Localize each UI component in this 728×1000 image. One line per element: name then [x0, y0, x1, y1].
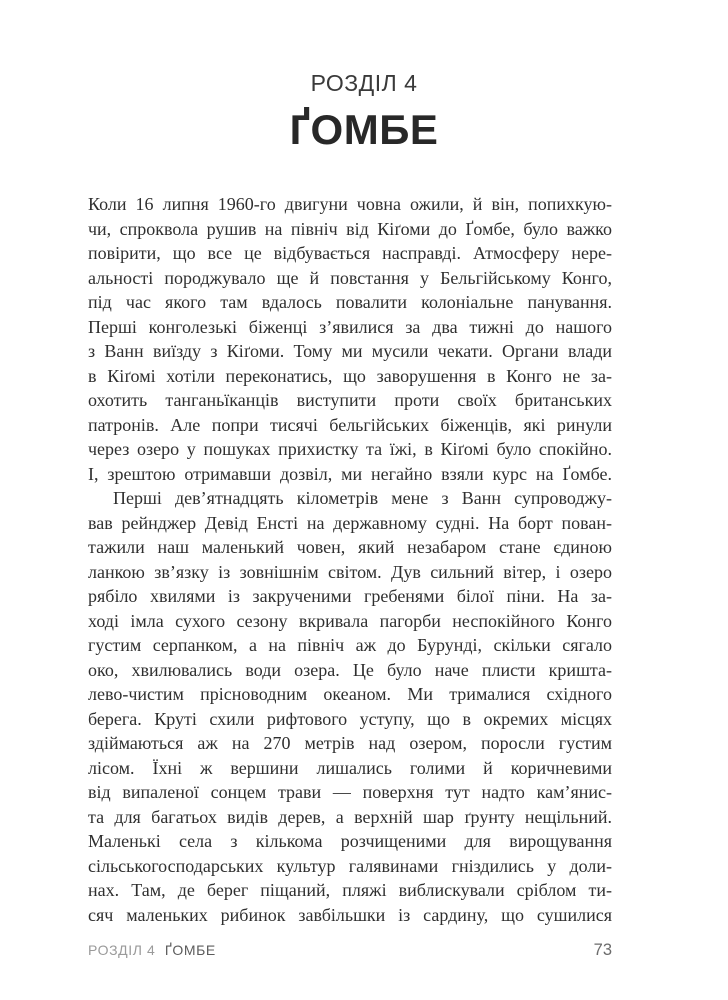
text-line: сільськогосподарських культур галявинами гніздились у доли- — [88, 855, 612, 876]
chapter-heading — [0, 70, 728, 154]
text-line: ланкою зв’язку із зовнішнім світом. Дув сильний вітер, і озеро — [88, 561, 612, 582]
paragraph — [88, 486, 612, 927]
paragraph — [88, 192, 612, 486]
running-head — [88, 942, 216, 958]
text-line: сяч маленьких рибинок завбільшки із сардину, що сушилися — [88, 904, 612, 925]
text-line: тажили наш маленький човен, який незабаром стане єдиною — [88, 537, 612, 557]
chapter-number-label: РОЗДІЛ 4 — [310, 70, 418, 96]
text-line: здіймаються аж на 270 метрів над озером, поросли густим — [88, 733, 612, 753]
text-line: та для багатьох видів дерев, а верхній шар ґрунту нещільний. — [88, 806, 612, 827]
running-head-chapter: РОЗДІЛ 4 — [88, 942, 156, 958]
text-line: густим серпанком, а на північ аж до Бурунді, скільки сягало — [88, 635, 612, 655]
text-line: берега. Круті схили рифтового уступу, що в окремих місцях — [88, 708, 612, 729]
text-line: Перші дев’ятнадцять кілометрів мене з Ванн супроводжу- — [113, 488, 612, 508]
text-line: в Кіґомі хотіли переконатись, що заворушення в Конго не за- — [88, 365, 612, 386]
text-line: око, хвилювались води озера. Це було наче плисти кришта- — [88, 659, 612, 680]
text-line: повірити, що все це відбувається насправді. Атмосферу нере- — [88, 243, 612, 263]
text-line: вав рейнджер Девід Енсті на державному судні. На борт пован- — [88, 512, 612, 533]
text-line: Перші конголезькі біженці з’явилися за два тижні до нашого — [88, 316, 612, 337]
text-line: Коли 16 липня 1960-го двигуни човна ожили, й він, попихкую- — [88, 194, 612, 214]
text-line: чи, спроквола рушив на північ від Кіґоми до Ґомбе, було важко — [88, 218, 612, 239]
chapter-title: ҐОМБЕ — [289, 106, 439, 153]
text-line: під час якого там вдалось повалити колоніальне панування. — [88, 292, 612, 312]
page-number: 73 — [593, 941, 612, 959]
text-line: рябіло хвилями із закрученими гребенями білої піни. На за- — [88, 586, 612, 606]
text-line: нах. Там, де берег піщаний, пляжі виблискували сріблом ти- — [88, 880, 612, 900]
text-line: лісом. Їхні ж вершини лишались голими й коричневими — [88, 757, 612, 778]
text-line: лево-чистим прісноводним океаном. Ми трималися східного — [88, 684, 612, 704]
text-line: альності породжувало ще й повстання у Бельгійському Конго, — [88, 267, 612, 288]
running-head-title: ҐОМБЕ — [164, 942, 216, 958]
text-line: І, зрештою отримавши дозвіл, ми негайно взяли курс на Ґомбе. — [88, 463, 612, 484]
text-line: патронів. Але попри тисячі бельгійських біженців, які ринули — [88, 414, 612, 435]
text-line: від випаленої сонцем трави — поверхня тут надто кам’янис- — [88, 782, 612, 802]
text-line: охотить танганьїканців виступити проти своїх британських — [88, 390, 612, 410]
body-text — [88, 192, 612, 927]
text-line: ході імла сухого сезону вкривала пагорби неспокійного Конго — [88, 610, 612, 631]
text-line: через озеро у пошуках прихистку та їжі, в Кіґомі було спокійно. — [88, 439, 612, 459]
page-footer — [88, 941, 612, 960]
text-line: з Ванн виїзду з Кіґоми. Тому ми мусили чекати. Органи влади — [88, 341, 612, 361]
text-line: Маленькі села з кількома розчищеними для вирощування — [88, 831, 612, 851]
